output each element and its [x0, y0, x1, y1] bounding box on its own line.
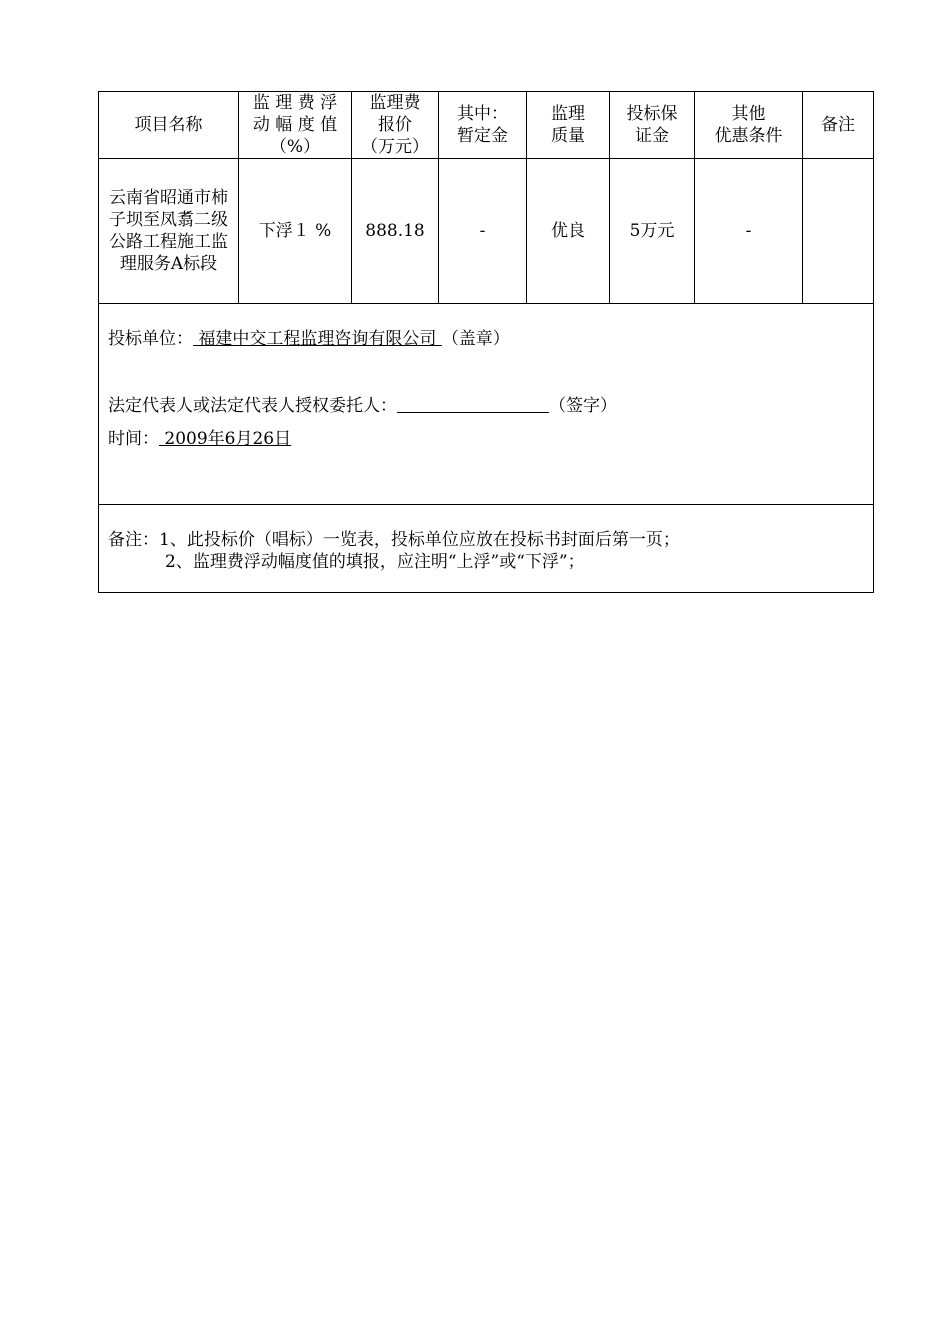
notes-cell: [99, 505, 874, 593]
notes-section: [99, 505, 874, 593]
header-remark: 备注: [803, 92, 874, 159]
header-deposit-line-2: 证金: [635, 126, 669, 146]
signature-cell: [99, 304, 874, 505]
table-header-row: [99, 92, 874, 159]
representative-sign-note: （签字）: [549, 396, 617, 416]
header-quality-line-1: 监理: [551, 104, 585, 124]
header-project-name: 项目名称: [99, 92, 239, 159]
header-provisional-line-2: 暂定金: [457, 126, 508, 146]
project-name-line-1: 云南省昭通市柿: [109, 188, 228, 208]
header-quality-line-2: 质量: [551, 126, 585, 146]
cell-quality: 优良: [527, 159, 610, 304]
table-row: [99, 159, 874, 304]
project-name-line-2: 子坝至凤翥二级: [109, 210, 228, 230]
header-float-line-1: 监 理 费 浮: [252, 93, 338, 113]
cell-float-range: 下浮１ %: [239, 159, 352, 304]
cell-provisional: -: [439, 159, 527, 304]
project-name-line-3: 公路工程施工监: [109, 232, 228, 252]
header-float-line-2: 动 幅 度 值: [252, 115, 338, 135]
header-quote-line-1: 监理费: [369, 93, 421, 113]
bid-price-table: [98, 91, 874, 593]
project-name-line-4: 理服务A标段: [119, 254, 218, 274]
representative-label: 法定代表人或法定代表人授权委托人：: [108, 396, 397, 416]
header-quote: [352, 92, 439, 159]
cell-remark: [803, 159, 874, 304]
header-float-range: [239, 92, 352, 159]
cell-quote: 888.18: [352, 159, 439, 304]
signature-section: [99, 304, 874, 505]
header-other-line-1: 其他: [731, 104, 766, 124]
header-deposit-line-1: 投标保: [626, 104, 678, 124]
header-deposit: [610, 92, 695, 159]
bidder-line: [108, 328, 873, 350]
bidder-seal-note: （盖章）: [441, 329, 510, 349]
representative-line: [108, 394, 873, 416]
bidder-value: 福建中交工程监理咨询有限公司: [193, 329, 442, 349]
cell-deposit: 5万元: [610, 159, 695, 304]
representative-signature-blank[interactable]: [397, 394, 549, 413]
header-quote-line-2: 报价: [378, 115, 412, 135]
date-line: [108, 428, 873, 450]
date-label: 时间：: [108, 429, 159, 449]
date-value: 2009年6月26日: [159, 429, 292, 449]
bidder-label: 投标单位：: [108, 329, 193, 349]
cell-project-name: [99, 159, 239, 304]
header-provisional: [439, 92, 527, 159]
header-quality: [527, 92, 610, 159]
header-float-line-3: （%）: [269, 137, 321, 157]
cell-other-conditions: -: [695, 159, 803, 304]
header-quote-line-3: （万元）: [361, 137, 429, 157]
header-provisional-line-1: 其中：: [457, 104, 508, 124]
note-line-1: 备注：1、此投标价（唱标）一览表，投标单位应放在投标书封面后第一页；: [108, 530, 680, 550]
note-line-2: 2、监理费浮动幅度值的填报，应注明“上浮”或“下浮”；: [165, 552, 585, 572]
header-other-conditions: [695, 92, 803, 159]
header-other-line-2: 优惠条件: [714, 126, 783, 146]
